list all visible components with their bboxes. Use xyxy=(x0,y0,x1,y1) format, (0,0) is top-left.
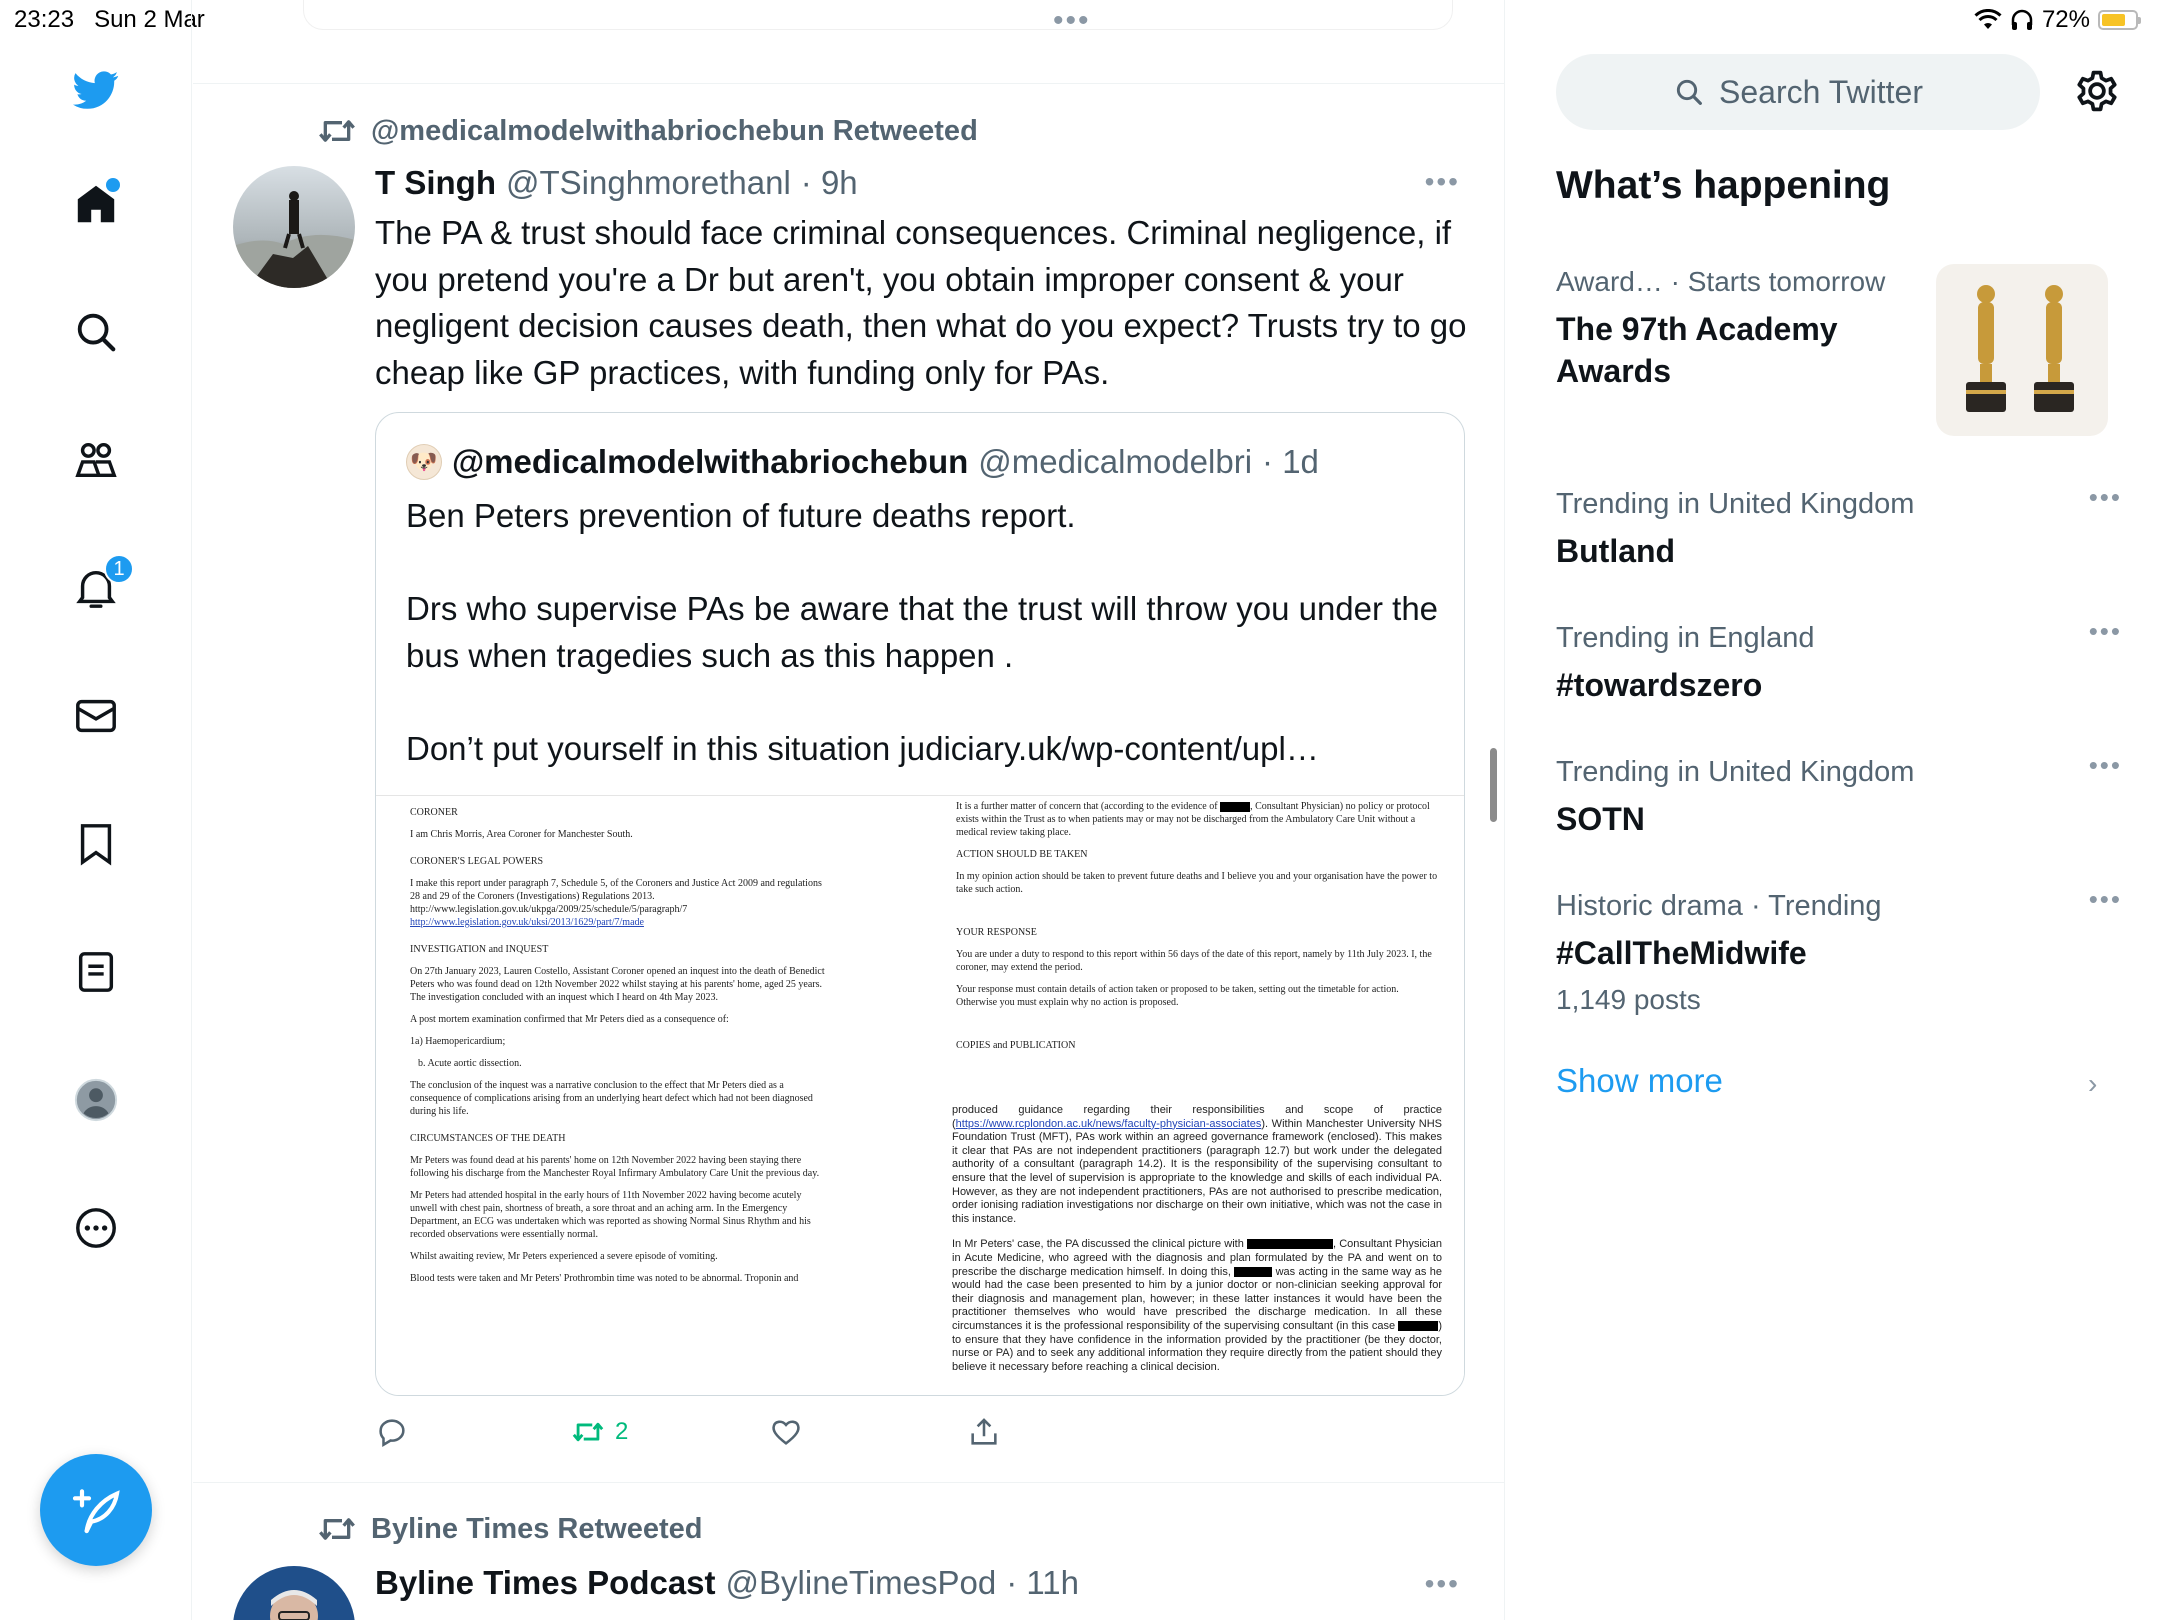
home-new-dot xyxy=(106,178,120,192)
side-navigation xyxy=(0,0,192,1620)
document-page-right-lower xyxy=(952,1104,1442,1383)
search-icon xyxy=(1673,76,1705,108)
trend-category: Award… xyxy=(1556,266,1663,297)
avatar[interactable] xyxy=(233,1566,355,1620)
doc-link: https://www.rcplondon.ac.uk/news/faculty-physician-associates xyxy=(955,1117,1262,1130)
doc-paragraph: Mr Peters was found dead at his parents' home on 12th November 2022 having been staying there following his discharge from the Manchester Royal Infirmary Ambulatory Care Unit the previous day. xyxy=(410,1155,820,1179)
tweet-time[interactable]: · 11h xyxy=(1006,1564,1080,1601)
doc-heading: YOUR RESPONSE xyxy=(956,927,1037,938)
tweet-divider xyxy=(193,1482,1505,1483)
trend-post-count: 1,149 posts xyxy=(1556,984,1701,1015)
settings-gear-icon[interactable] xyxy=(2072,66,2122,116)
notifications-icon[interactable] xyxy=(62,554,130,622)
author-handle[interactable]: @BylineTimesPod xyxy=(725,1564,997,1601)
quoted-tweet[interactable] xyxy=(375,412,1465,1396)
trend-more-icon[interactable]: ••• xyxy=(2088,616,2122,646)
tweet-divider xyxy=(193,83,1505,84)
doc-paragraph: In my opinion action should be taken to prevent future deaths and I believe you and your organisation have the power to take such action. xyxy=(956,871,1438,895)
trend-meta: Trending in United Kingdom xyxy=(1556,488,1915,520)
clock: 23:23 xyxy=(14,6,75,33)
tweet-more-icon[interactable]: ••• xyxy=(1424,1568,1460,1599)
doc-text: , Consultant Physician in Acute Medicine, who agreed with the diagnosis and plan formulated by the PA and went on to prescribe the discharge medication himself. In doing this, xyxy=(952,1238,1442,1278)
redaction-bar xyxy=(1220,802,1250,812)
quoted-tweet-header xyxy=(406,443,1319,481)
trend-title: The 97th Academy Awards xyxy=(1556,311,1838,389)
scrollbar[interactable] xyxy=(1490,748,1497,822)
doc-paragraph: On 27th January 2023, Lauren Costello, Assistant Coroner opened an inquest into the death of Benedict Peters who was found dead on 12th November 2022 whilst staying at his parents' home, aged 25 years. The investigation concluded with an inquest which I heard on 4th May 2023. xyxy=(410,966,825,1003)
multitask-dots-icon[interactable]: ••• xyxy=(1053,4,1091,37)
share-icon xyxy=(967,1415,1001,1449)
quoted-author-handle[interactable]: @medicalmodelbri xyxy=(978,443,1253,480)
doc-text: produced guidance regarding their responsibilities and scope of practice ( xyxy=(952,1104,1442,1130)
trend-item[interactable] xyxy=(1556,616,2122,704)
trend-meta: Historic drama · Trending xyxy=(1556,890,1882,922)
quoted-author-avatar[interactable]: 🐶 xyxy=(406,444,442,480)
tweet-time[interactable]: · 9h xyxy=(800,164,858,201)
section-title: What’s happening xyxy=(1556,164,1891,207)
author-handle[interactable]: @TSinghmorethanl xyxy=(505,164,791,201)
chevron-right-icon: › xyxy=(2088,1068,2098,1099)
compose-feather-icon xyxy=(68,1482,124,1538)
search-icon[interactable] xyxy=(62,298,130,366)
battery-percent: 72% xyxy=(2041,6,2090,33)
doc-text: was acting in the same way as he would had the case been presented to him by a junior doctor or non-clinician seeking approval for their diagnosis and management plan, however; in these latter instances it would have been the practitioner themselves who would have prescribed the discharge medication. In all these circumstances it is the professional responsibility of the supervising consultant (in this case xyxy=(952,1265,1442,1332)
show-more-link[interactable]: Show more xyxy=(1556,1062,1723,1099)
doc-paragraph: I make this report under paragraph 7, Schedule 5, of the Coroners and Justice Act 2009 and regulations 28 and 29 of the Coroners (Investigations) Regulations 2013. xyxy=(410,878,822,902)
doc-paragraph: A post mortem examination confirmed that Mr Peters died as a consequence of: xyxy=(410,1014,729,1025)
doc-heading: ACTION SHOULD BE TAKEN xyxy=(956,849,1088,860)
quoted-tweet-time: · 1d xyxy=(1262,443,1319,480)
doc-paragraph: Whilst awaiting review, Mr Peters experienced a severe episode of vomiting. xyxy=(410,1251,718,1262)
document-page-left xyxy=(410,806,830,1294)
trend-name: #towardszero xyxy=(1556,667,1763,703)
retweet-button[interactable] xyxy=(571,1415,628,1449)
doc-heading: CIRCUMSTANCES OF THE DEATH xyxy=(410,1133,566,1144)
previous-tweet-card xyxy=(303,0,1453,30)
doc-paragraph: Your response must contain details of action taken or proposed to be taken, setting out the timetable for action. Otherwise you must explain why no action is proposed. xyxy=(956,984,1399,1008)
doc-paragraph: 1a) Haemopericardium; xyxy=(410,1036,506,1047)
retweet-count: 2 xyxy=(615,1418,629,1445)
author-name[interactable]: Byline Times Podcast xyxy=(375,1564,716,1601)
retweet-context xyxy=(317,114,978,148)
redaction-bar xyxy=(1247,1239,1333,1249)
doc-paragraph: Mr Peters had attended hospital in the early hours of 11th November 2022 having become acutely unwell with chest pain, shortness of breath, a sore throat and an aching arm. In the Emergency Department, an ECG was undertaken which was reported as showing Normal Sinus Rhythm and his recorded observations were essentially normal. xyxy=(410,1190,811,1240)
oscar-statues-image xyxy=(1936,264,2108,436)
doc-heading: CORONER'S LEGAL POWERS xyxy=(410,856,544,867)
doc-paragraph: The conclusion of the inquest was a narrative conclusion to the effect that Mr Peters died as a consequence of complications arising from an underlying heart defect which had not been diagnosed during his life. xyxy=(410,1080,813,1117)
doc-text: It is a further matter of concern that (according to the evidence of xyxy=(956,801,1218,812)
tweet-header xyxy=(375,164,858,202)
trend-more-icon[interactable]: ••• xyxy=(2088,750,2122,780)
doc-paragraph: Blood tests were taken and Mr Peters' Prothrombin time was noted to be abnormal. Troponin and xyxy=(410,1273,799,1284)
bookmarks-icon[interactable] xyxy=(62,810,130,878)
doc-link: http://www.legislation.gov.uk/uksi/2013/1629/part/7/made xyxy=(410,917,644,928)
trend-item[interactable] xyxy=(1556,750,2122,838)
timeline xyxy=(193,0,1505,1620)
like-button[interactable] xyxy=(769,1415,803,1449)
quoted-tweet-text: Ben Peters prevention of future deaths report. Drs who supervise PAs be aware that the trust will throw you under the bus when tragedies such as this happen . Don’t put yourself in this situation judiciary.uk/wp-content/upl… xyxy=(406,497,1439,767)
trend-meta: Trending in United Kingdom xyxy=(1556,756,1915,788)
reply-icon xyxy=(375,1415,409,1449)
tweet-more-icon[interactable]: ••• xyxy=(1424,166,1460,197)
trend-more-icon[interactable]: ••• xyxy=(2088,482,2122,512)
twitter-logo-icon[interactable] xyxy=(62,56,130,124)
date: Sun 2 Mar xyxy=(94,6,205,33)
right-sidebar xyxy=(1506,0,2160,1620)
notifications-badge: 1 xyxy=(104,554,134,584)
retweet-icon xyxy=(317,114,357,148)
quoted-author-name[interactable]: @medicalmodelwithabriochebun xyxy=(452,443,969,480)
trend-name: SOTN xyxy=(1556,801,1645,837)
doc-paragraph: http://www.legislation.gov.uk/ukpga/2009/25/schedule/5/paragraph/7 xyxy=(410,904,688,915)
compose-button[interactable] xyxy=(40,1454,152,1566)
share-button[interactable] xyxy=(967,1415,1001,1449)
doc-heading: COPIES and PUBLICATION xyxy=(956,1040,1076,1051)
doc-text: In Mr Peters' case, the PA discussed the clinical picture with xyxy=(952,1238,1244,1251)
retweet-context xyxy=(317,1512,702,1546)
search-input[interactable] xyxy=(1556,54,2040,130)
tweet-text: The PA & trust should face criminal consequences. Criminal negligence, if you pretend you're a Dr but aren't, you obtain improper consent & your negligent decision causes death, then what do you expect? Trusts try to go cheap like GP practices, with funding only for PAs. xyxy=(375,214,1467,391)
trend-item[interactable] xyxy=(1556,482,2122,570)
doc-paragraph: I am Chris Morris, Area Coroner for Manchester South. xyxy=(410,829,633,840)
redaction-bar xyxy=(1398,1321,1438,1331)
trend-name: #CallTheMidwife xyxy=(1556,935,1807,971)
retweet-icon xyxy=(317,1512,357,1546)
trend-meta: Trending in England xyxy=(1556,622,1815,654)
author-name[interactable]: T Singh xyxy=(375,164,496,201)
trend-meta xyxy=(1556,266,1885,298)
home-icon[interactable] xyxy=(62,170,130,238)
search-placeholder: Search Twitter xyxy=(1719,73,1923,110)
doc-paragraph: b. Acute aortic dissection. xyxy=(418,1058,522,1069)
doc-paragraph: You are under a duty to respond to this report within 56 days of the date of this report, namely by 11th July 2023. I, the coroner, may extend the period. xyxy=(956,949,1432,973)
retweet-icon xyxy=(571,1415,605,1449)
tweet-header xyxy=(375,1564,1079,1602)
retweeted-by-label[interactable]: Byline Times Retweeted xyxy=(371,1512,703,1545)
document-page-right xyxy=(956,800,1442,1061)
more-icon[interactable] xyxy=(62,1194,130,1262)
redaction-bar xyxy=(1234,1267,1272,1277)
lists-icon[interactable] xyxy=(62,938,130,1006)
tweet-actions xyxy=(375,1415,1075,1455)
communities-icon[interactable] xyxy=(62,426,130,494)
messages-icon[interactable] xyxy=(62,682,130,750)
trend-timing: · Starts tomorrow xyxy=(1670,266,1886,297)
doc-heading: INVESTIGATION and INQUEST xyxy=(410,944,549,955)
retweeted-by-label[interactable]: @medicalmodelwithabriochebun Retweeted xyxy=(371,114,978,147)
doc-text: ) to ensure that they have confidence in the information provided by the practitioner (be they doctor, nurse or PA) and to seek any additional information they require directly from the patient should they believe it necessary before reaching a clinical decision. xyxy=(952,1319,1442,1373)
doc-text: ). Within Manchester University NHS Foundation Trust (MFT), PAs work within an agreed governance framework (enclosed). This makes it clear that PAs are not independent practitioners (paragraph 12.7) but work under the delegated authority of a consultant (paragraph 14.2). It is the responsibility of the supervising consultant to ensure that the level of supervision is appropriate to the knowledge and skills of each individual PA. However, as they are not independent practitioners, PAs are not authorised to prescribe medication, order ionising radiation investigations nor discharge on their own initiative, which was not the case in this instance. xyxy=(952,1117,1442,1225)
profile-icon[interactable] xyxy=(62,1066,130,1134)
trend-more-icon[interactable]: ••• xyxy=(2088,884,2122,914)
attached-document-image[interactable] xyxy=(376,795,1465,1396)
trend-item[interactable] xyxy=(1556,884,2122,1016)
reply-button[interactable] xyxy=(375,1415,409,1449)
avatar[interactable] xyxy=(233,166,355,288)
doc-heading: CORONER xyxy=(410,807,458,818)
like-icon xyxy=(769,1415,803,1449)
doc-text: , Consultant Physician) no policy or protocol exists within the Trust as to when patients may or may not be discharged from the Ambulatory Care Unit without a medical review taking place. xyxy=(956,801,1430,838)
trend-name: Butland xyxy=(1556,533,1676,569)
